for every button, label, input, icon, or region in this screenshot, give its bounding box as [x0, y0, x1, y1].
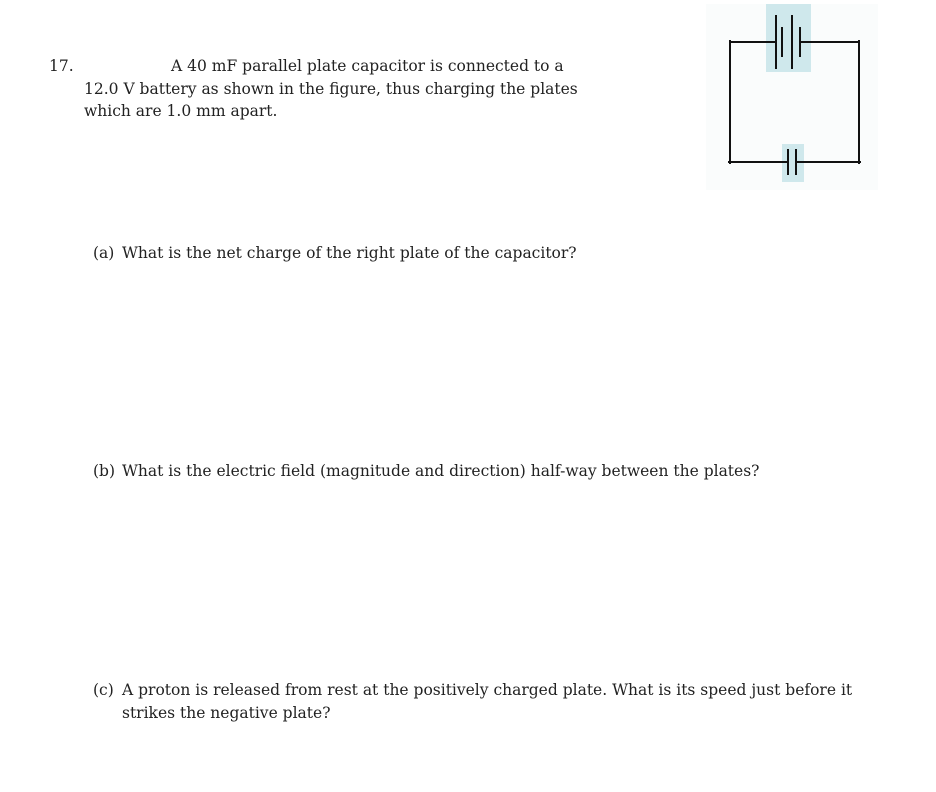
question-a: [93, 242, 577, 265]
battery-highlight: [766, 4, 811, 72]
question-text: strikes the negative plate?: [122, 704, 331, 722]
intro-line: 12.0 V battery as shown in the figure, thus charging the plates: [84, 79, 578, 98]
question-text: What is the net charge of the right plate of the capacitor?: [122, 244, 577, 262]
problem-intro: [84, 55, 586, 123]
question-label: (b): [93, 462, 116, 480]
circuit-diagram: [706, 4, 878, 190]
question-c: [93, 679, 893, 725]
question-label: (c): [93, 681, 114, 699]
question-label: (a): [93, 244, 115, 262]
question-text: A proton is released from rest at the positively charged plate. What is its speed just before it: [122, 681, 853, 699]
question-b: [93, 460, 759, 483]
problem-number: 17.: [49, 57, 74, 75]
intro-line: A 40 mF parallel plate capacitor is connected to a: [171, 57, 564, 75]
question-text: What is the electric field (magnitude and direction) half-way between the plates?: [122, 462, 760, 480]
intro-line: which are 1.0 mm apart.: [84, 102, 278, 120]
